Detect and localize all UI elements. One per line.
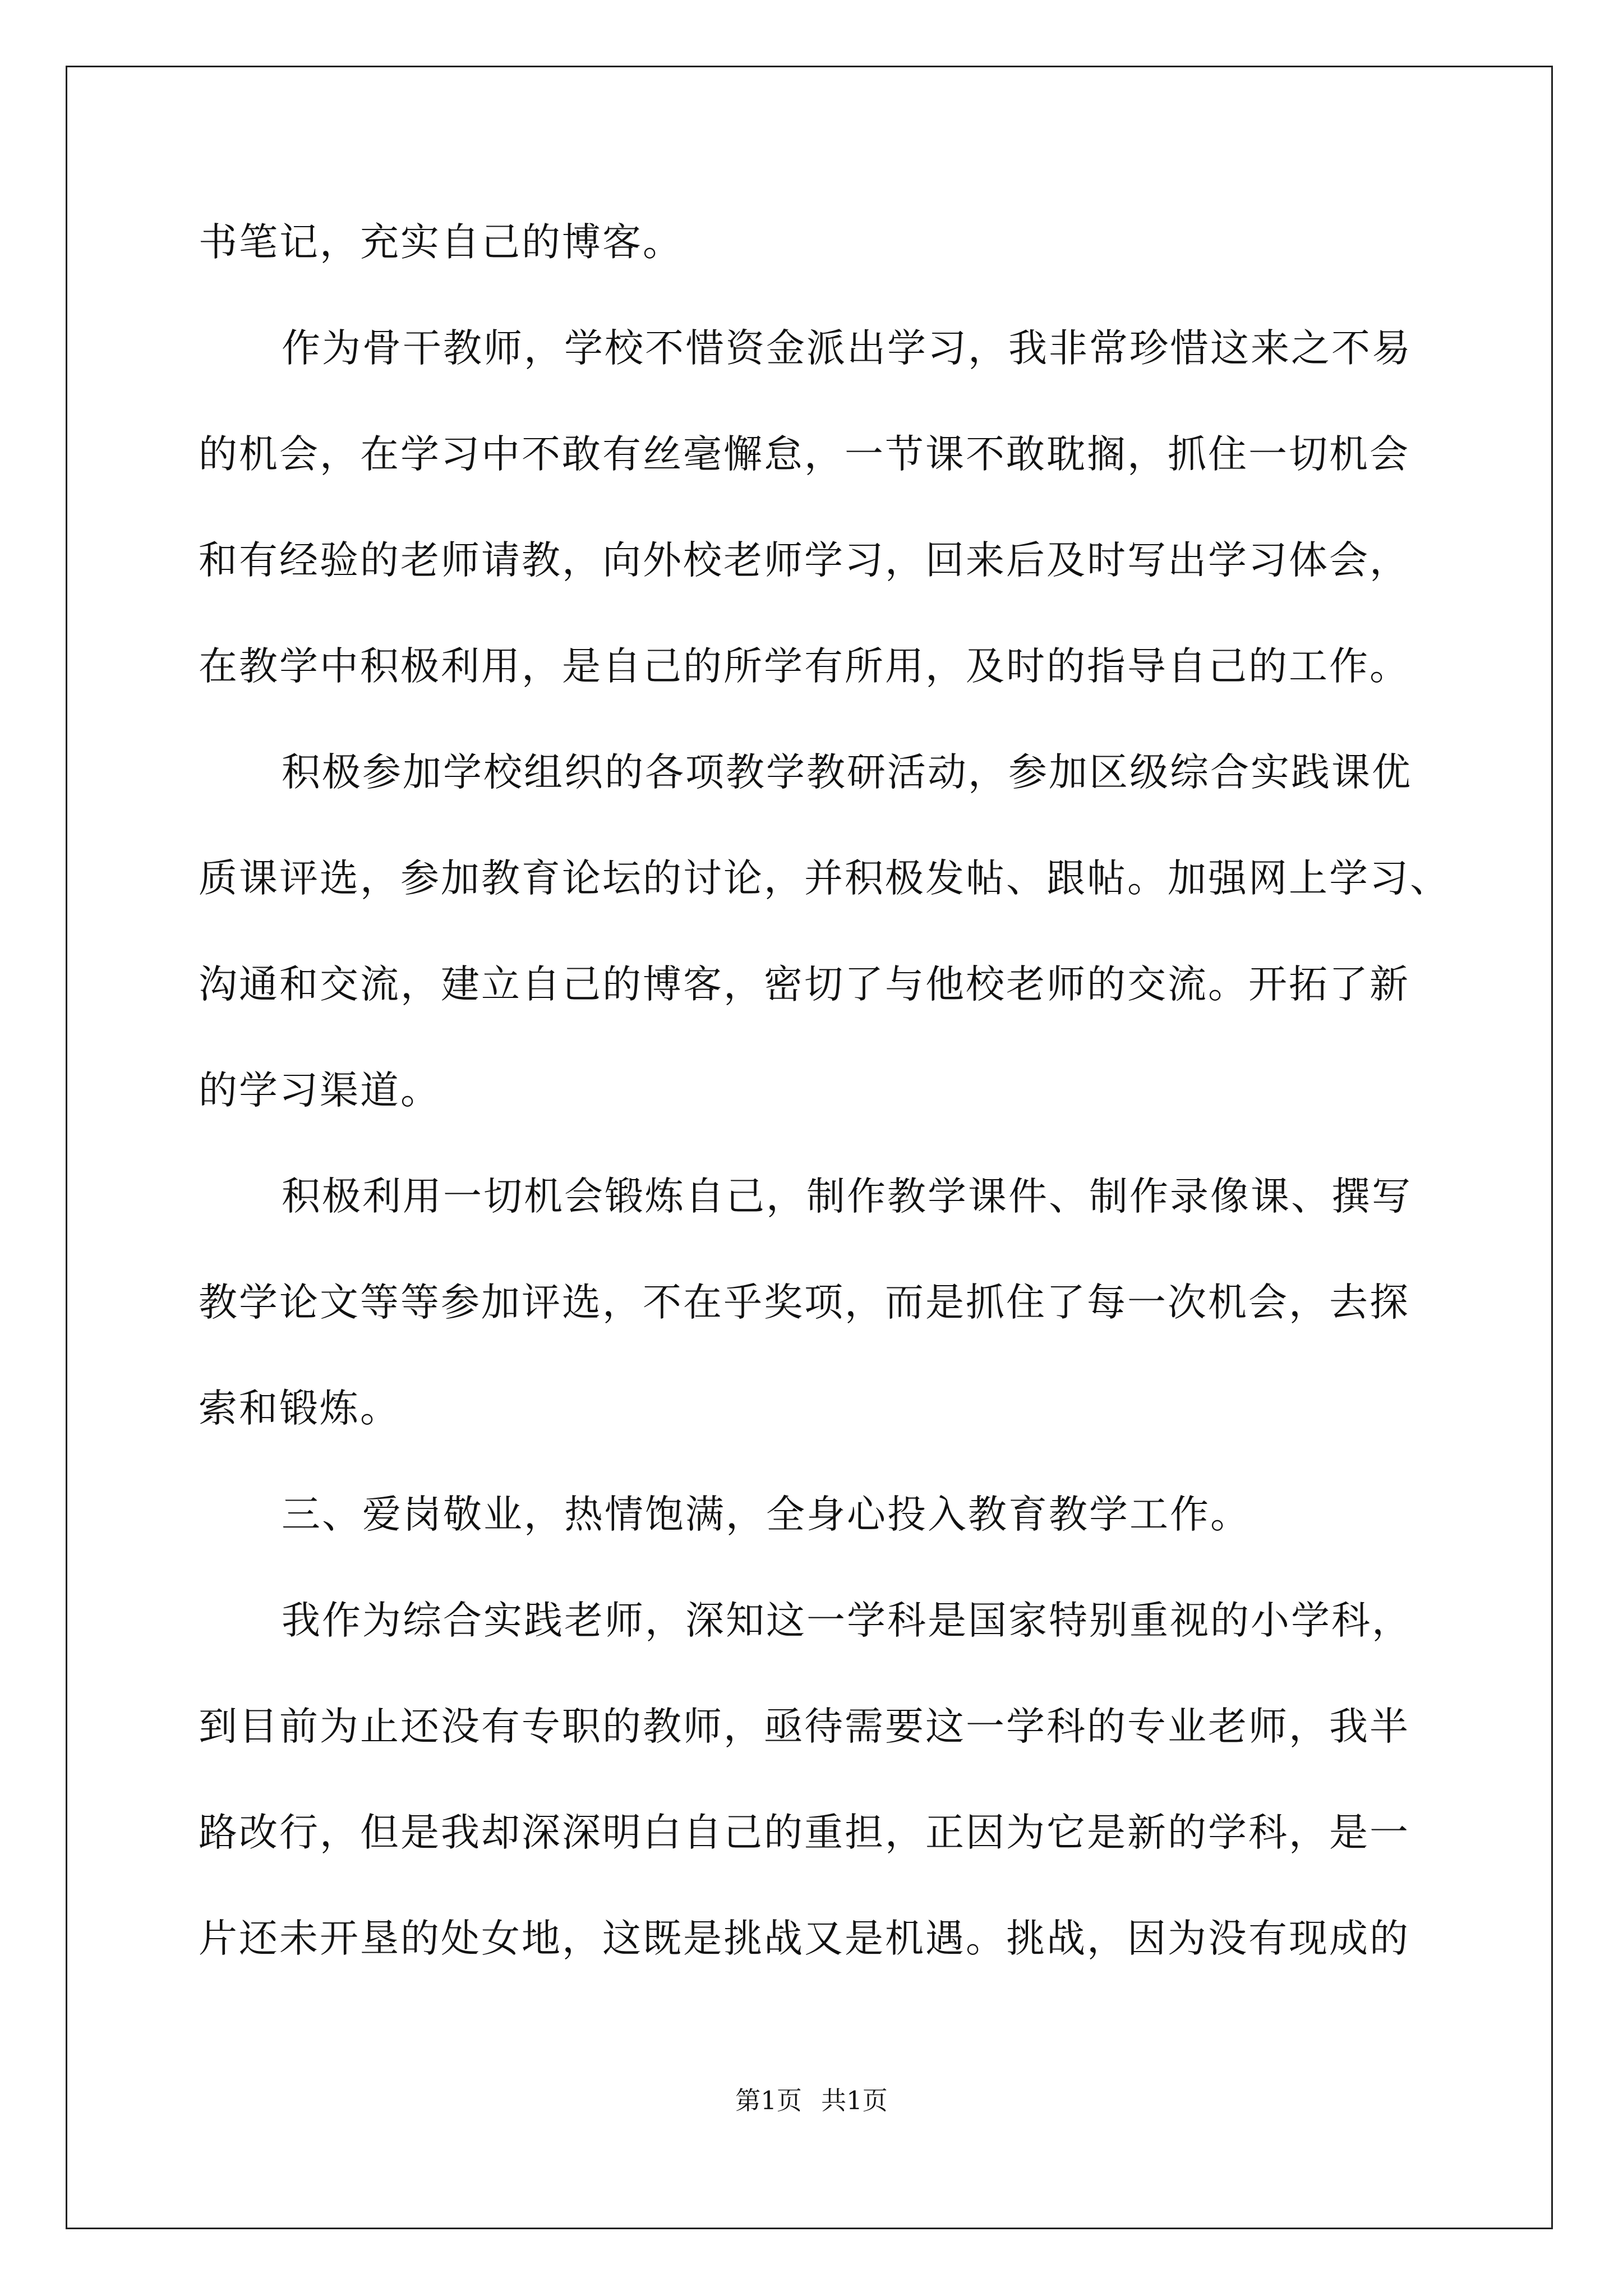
text-line: 在教学中积极利用，是自己的所学有所用，及时的指导自己的工作。 [199,644,1410,689]
text-line: 片还未开垦的处女地，这既是挑战又是机遇。挑战，因为没有现成的 [199,1916,1410,1961]
text-line: 沟通和交流，建立自己的博客，密切了与他校老师的交流。开拓了新 [199,962,1410,1007]
paragraph-start-line: 我作为综合实践老师，深知这一学科是国家特别重视的小学科， [282,1598,1412,1643]
section-heading-line: 三、爱岗敬业，热情饱满，全身心投入教育教学工作。 [282,1492,1251,1537]
text-line: 的学习渠道。 [199,1068,441,1113]
text-line: 的机会，在学习中不敢有丝毫懈怠，一节课不敢耽搁，抓住一切机会 [199,432,1410,477]
text-line: 和有经验的老师请教，向外校老师学习，回来后及时写出学习体会， [199,538,1410,583]
text-line: 书笔记，充实自己的博客。 [199,220,683,265]
document-body [199,220,1467,2023]
text-line: 教学论文等等参加评选，不在乎奖项，而是抓住了每一次机会，去探 [199,1280,1410,1325]
page-total: 共1页 [821,2086,888,2115]
page-number: 第1页 [735,2086,802,2115]
text-line: 质课评选，参加教育论坛的讨论，并积极发帖、跟帖。加强网上学习、 [199,856,1450,901]
page-footer [0,2080,1623,2116]
paragraph-start-line: 积极参加学校组织的各项教学教研活动，参加区级综合实践课优 [282,750,1412,795]
text-line: 索和锻炼。 [199,1386,400,1431]
text-line: 路改行，但是我却深深明白自己的重担，正因为它是新的学科，是一 [199,1810,1410,1855]
text-line: 到目前为止还没有专职的教师，亟待需要这一学科的专业老师，我半 [199,1704,1410,1749]
paragraph-start-line: 作为骨干教师，学校不惜资金派出学习，我非常珍惜这来之不易 [282,326,1412,371]
paragraph-start-line: 积极利用一切机会锻炼自己，制作教学课件、制作录像课、撰写 [282,1174,1412,1219]
